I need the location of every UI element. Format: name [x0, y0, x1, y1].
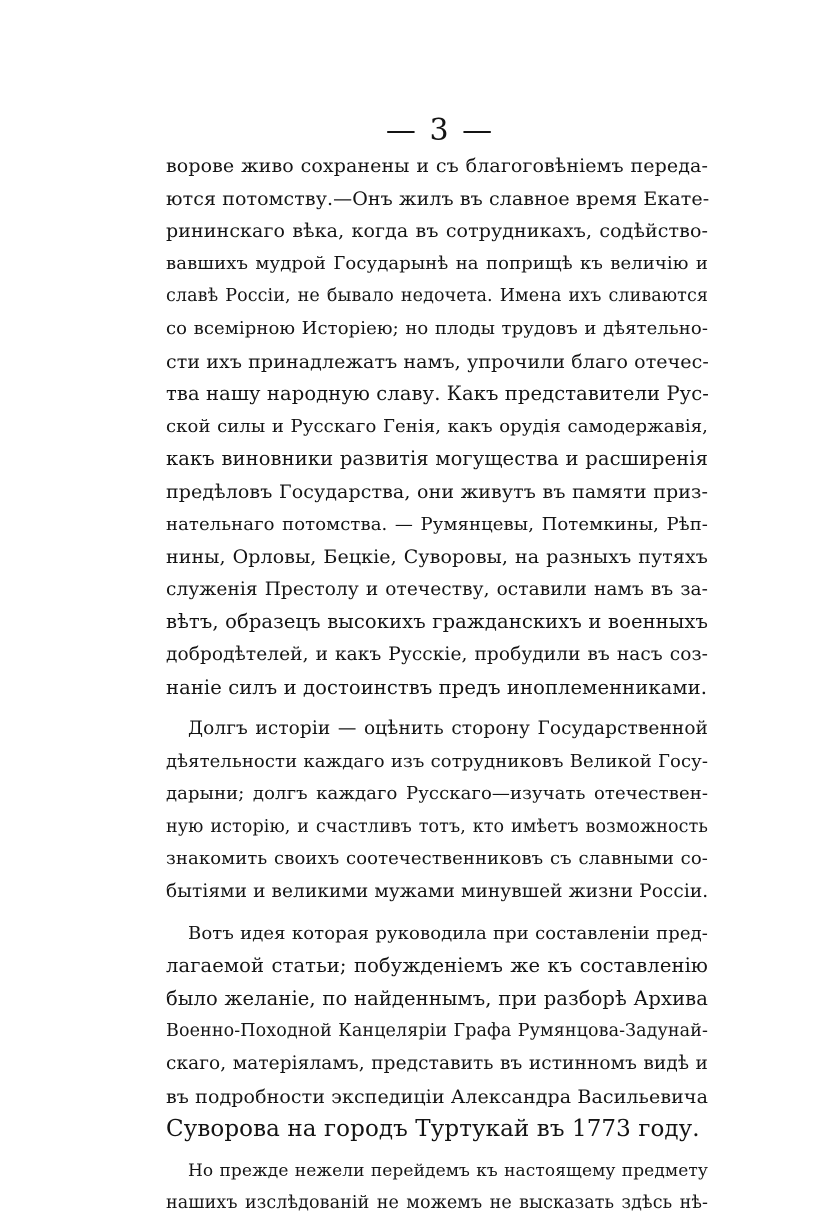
text-line: Военно-Походной Канцеляріи Графа Румянцова-Задунай- [166, 1021, 708, 1042]
text-line: сти ихъ принадлежатъ намъ, упрочили благо отечес- [166, 350, 709, 373]
paragraph [166, 918, 708, 1146]
body-text [166, 150, 708, 1220]
text-line: вавшихъ мудрой Государынѣ на поприщѣ къ величію и [166, 252, 708, 274]
text-line: служенія Престолу и отечеству, оставили намъ въ за- [166, 578, 708, 600]
text-line: какъ виновники развитія могущества и расширенія [166, 447, 708, 471]
text-line: въ подробности экспедиціи Александра Васильевича [166, 1085, 708, 1108]
text-line: нины, Орловы, Бецкіе, Суворовы, на разныхъ путяхъ [166, 546, 708, 569]
text-line: Долгъ исторіи — оцѣнить сторону Государственной [188, 718, 708, 740]
text-line: нательнаго потомства. — Румянцевы, Потемкины, Рѣп- [166, 513, 708, 535]
text-line: Вотъ идея которая руководила при составленіи пред- [188, 922, 708, 944]
page-number: — 3 — [385, 113, 495, 148]
text-line: ворове живо сохранены и съ благоговѣніемъ переда- [166, 155, 708, 177]
text-line: бытіями и великими мужами минувшей жизни Россіи. [166, 881, 709, 903]
text-line: дарыни; долгъ каждаго Русскаго—изучать отечествен- [166, 783, 708, 805]
text-line: рининскаго вѣка, когда въ сотрудникахъ, содѣйство- [166, 220, 708, 243]
paragraph [166, 713, 708, 909]
text-line: ную исторію, и счастливъ тотъ, кто имѣетъ возможность [166, 816, 708, 837]
text-line: нашихъ изслѣдованій не можемъ не высказать здѣсь нѣ- [166, 1193, 708, 1214]
text-line: лагаемой статьи; побужденіемъ же къ составленію [166, 954, 708, 978]
text-line: дѣятельности каждаго изъ сотрудниковъ Великой Госу- [166, 750, 708, 772]
text-line: тва нашу народную славу. Какъ представители Рус- [166, 382, 709, 406]
text-line: скаго, матеріяламъ, представить въ истинномъ видѣ и [166, 1053, 708, 1075]
text-line: ются потомству.—Онъ жилъ въ славное время Екате- [166, 187, 710, 210]
text-line: вѣтъ, образецъ высокихъ гражданскихъ и военныхъ [166, 610, 708, 634]
text-line: Суворова на городъ Туртукай въ 1773 году. [166, 1116, 700, 1143]
text-line: ской силы и Русскаго Генія, какъ орудія самодержавія, [166, 415, 708, 437]
text-line: славѣ Россіи, не бывало недочета. Имена ихъ сливаются [166, 286, 708, 307]
text-line: предѣловъ Государства, они живутъ въ памяти приз- [166, 480, 708, 503]
text-line: со всемірною Исторіею; но плоды трудовъ и дѣятельно- [166, 317, 708, 339]
text-line: добродѣтелей, и какъ Русскіе, пробудили въ насъ соз- [166, 643, 708, 665]
text-line: наніе силъ и достоинствъ предъ иноплеменниками. [166, 675, 708, 699]
text-line: было желаніе, по найденнымъ, при разборѣ Архива [166, 986, 708, 1010]
text-line: знакомить своихъ соотечественниковъ съ славными со- [166, 848, 708, 870]
paragraph [166, 150, 708, 704]
paragraph [166, 1155, 708, 1220]
text-line: Но прежде нежели перейдемъ къ настоящему предмету [188, 1160, 708, 1181]
